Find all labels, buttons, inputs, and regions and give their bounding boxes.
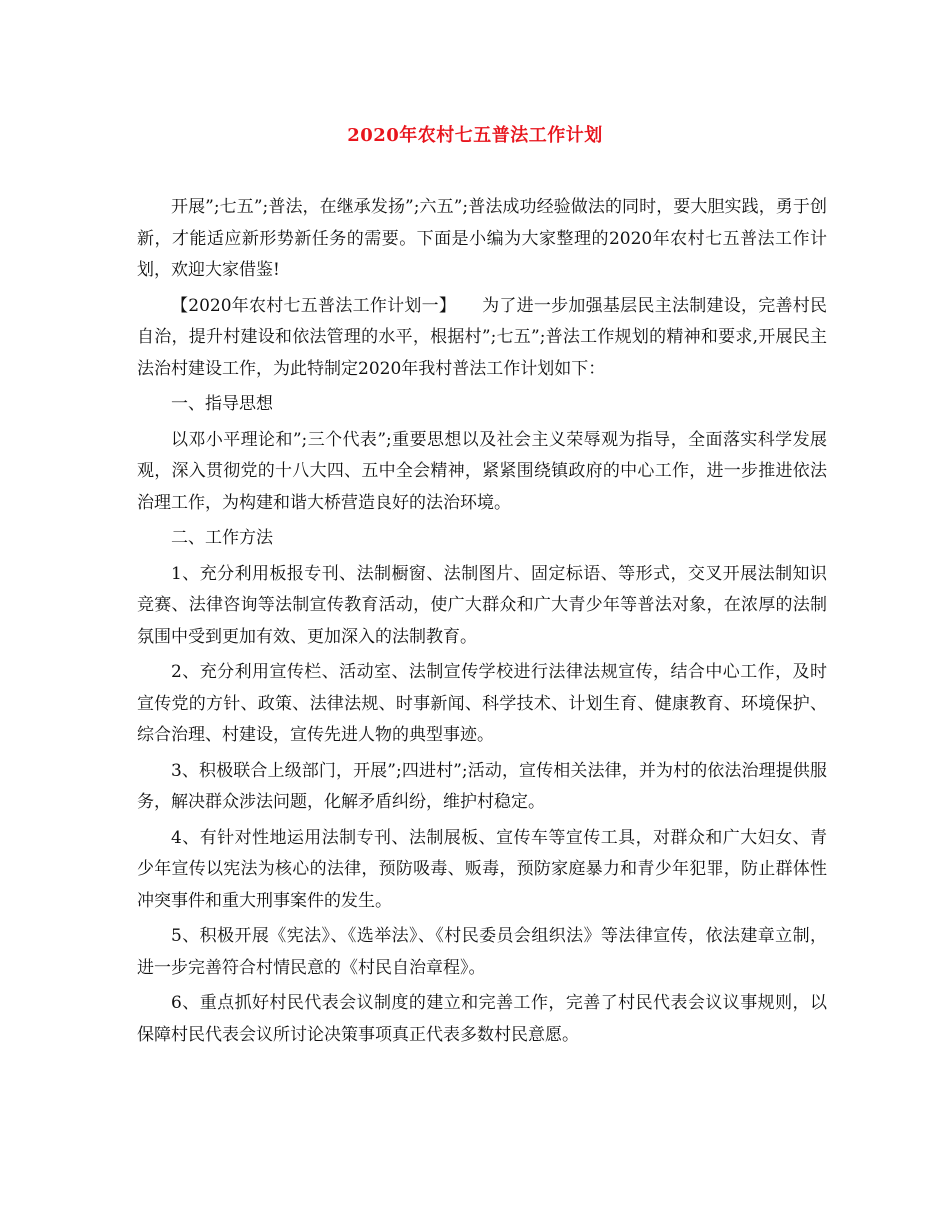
method-item-1: 1、充分利用板报专刊、法制橱窗、法制图片、固定标语、等形式，交叉开展法制知识竞赛、法律咨询等法制宣传教育活动，使广大群众和广大青少年等普法对象，在浓厚的法制氛围中受到更加有效、更加深入的法制教育。: [137, 563, 827, 647]
method-item-5: 5、积极开展《宪法》、《选举法》、《村民委员会组织法》等法律宣传，依法建章立制，进一步完善符合村情民意的《村民自治章程》。: [137, 926, 827, 978]
guiding-ideology-paragraph: 以邓小平理论和”;三个代表”;重要思想以及社会主义荣辱观为指导，全面落实科学发展观，深入贯彻党的十八大四、五中全会精神，紧紧围绕镇政府的中心工作，进一步推进依法治理工作，为构建和谐大桥营造良好的法治环境。: [137, 429, 827, 513]
method-item-6: 6、重点抓好村民代表会议制度的建立和完善工作，完善了村民代表会议议事规则，以保障村民代表会议所讨论决策事项真正代表多数村民意愿。: [137, 993, 827, 1045]
method-item-3: 3、积极联合上级部门，开展”;四进村”;活动，宣传相关法律，并为村的依法治理提供服务，解决群众涉法问题，化解矛盾纠纷，维护村稳定。: [137, 760, 827, 812]
plan-one-paragraph: 【2020年农村七五普法工作计划一】 为了进一步加强基层民主法制建设，完善村民自治，提升村建设和依法管理的水平，根据村”;七五”;普法工作规划的精神和要求,开展民主法治村建设工作，为此特制定2020年我村普法工作计划如下：: [137, 295, 827, 379]
method-item-2: 2、充分利用宣传栏、活动室、法制宣传学校进行法律法规宣传，结合中心工作，及时宣传党的方针、政策、法律法规、时事新闻、科学技术、计划生育、健康教育、环境保护、综合治理、村建设，宣传先进人物的典型事迹。: [137, 662, 827, 745]
document-title: 2020年农村七五普法工作计划: [347, 125, 603, 146]
section-heading-guiding-ideology: 一、指导思想: [171, 394, 273, 414]
document-body: [137, 192, 827, 1055]
method-item-4: 4、有针对性地运用法制专刊、法制展板、宣传车等宣传工具，对群众和广大妇女、青少年宣传以宪法为核心的法律，预防吸毒、贩毒，预防家庭暴力和青少年犯罪，防止群体性冲突事件和重大刑事案件的发生。: [137, 827, 827, 911]
section-heading-work-methods: 二、工作方法: [171, 528, 273, 548]
intro-paragraph: 开展”;七五”;普法，在继承发扬”;六五”;普法成功经验做法的同时，要大胆实践，勇于创新，才能适应新形势新任务的需要。下面是小编为大家整理的2020年农村七五普法工作计划，欢迎大家借鉴!: [137, 197, 827, 280]
